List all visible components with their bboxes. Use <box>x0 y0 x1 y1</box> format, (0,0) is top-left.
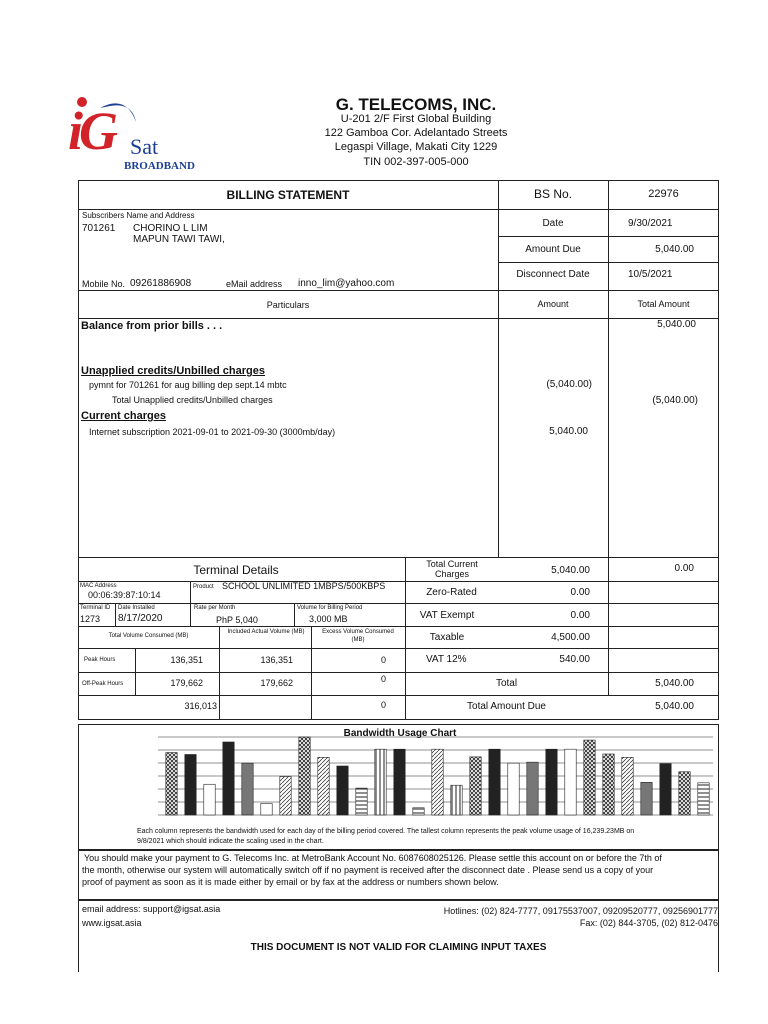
total-due-label: Total Amount Due <box>467 701 546 712</box>
prior-balance-label: Balance from prior bills . . . <box>81 320 223 332</box>
chart-bar <box>527 762 538 815</box>
disconnect-date: 10/5/2021 <box>628 269 673 280</box>
disconnect-label: Disconnect Date <box>516 269 590 280</box>
footer-fax: Fax: (02) 844-3705, (02) 812-0476 <box>579 918 718 928</box>
chart-bar <box>622 757 633 815</box>
installed-label: Date Installed <box>118 605 155 611</box>
vat-exempt: 0.00 <box>570 610 590 621</box>
zero-rated: 0.00 <box>570 587 590 598</box>
unapplied-line: pymnt for 701261 for aug billing dep sept.14 mbtc <box>89 380 287 390</box>
offpeak-total: 179,662 <box>170 678 203 688</box>
chart-bar <box>451 785 462 815</box>
billing-table <box>78 180 719 720</box>
excess-header: Excess Volume Consumed (MB) <box>322 629 394 643</box>
subscriber-label: Subscribers Name and Address <box>82 211 195 220</box>
bs-no-label: BS No. <box>533 187 572 201</box>
chart-bar <box>679 772 690 815</box>
offpeak-label: Off-Peak Hours <box>82 681 124 687</box>
current-line: Internet subscription 2021-09-01 to 2021-09-30 (3000mb/day) <box>89 427 336 437</box>
current-charges-total: 0.00 <box>674 563 694 574</box>
chart-bar <box>660 764 671 815</box>
company-name: G. TELECOMS, INC. <box>335 95 497 114</box>
date-label: Date <box>542 218 564 229</box>
terminal-id: 1273 <box>80 614 101 624</box>
subscriber-account: 701261 <box>82 223 116 234</box>
payment-line-1: You should make your payment to G. Telecoms Inc. at MetroBank Account No. 6087608025126. Please settle this account on or before the 7th of <box>84 853 662 863</box>
company-tin: TIN 002-397-005-000 <box>363 156 469 168</box>
company-address-3: Legaspi Village, Makati City 1229 <box>334 141 498 153</box>
peak-label: Peak Hours <box>84 657 116 663</box>
unapplied-total: (5,040.00) <box>652 395 698 406</box>
particulars-header: Particulars <box>266 300 310 310</box>
total-due: 5,040.00 <box>655 701 694 712</box>
bs-no: 22976 <box>648 188 679 200</box>
chart-bar <box>432 749 443 815</box>
chart-bar <box>185 754 196 815</box>
product-name: SCHOOL UNLIMITED 1MBPS/500KBPS <box>222 581 386 591</box>
total-amount-header: Total Amount <box>637 299 690 309</box>
chart-bar <box>546 749 557 815</box>
chart-title: Bandwidth Usage Chart <box>343 728 457 739</box>
rate-value: PhP 5,040 <box>216 615 258 625</box>
product-label: Product <box>193 584 214 590</box>
mac-label: MAC Address <box>80 583 117 589</box>
chart-bar <box>508 763 519 815</box>
chart-bar <box>413 808 424 815</box>
billing-volume: 3,000 MB <box>309 614 348 624</box>
amount-header: Amount <box>537 299 569 309</box>
vat-label: VAT 12% <box>426 654 467 665</box>
chart-bar <box>375 749 386 815</box>
chart-bar <box>242 763 253 815</box>
chart-bar <box>261 803 272 815</box>
vat: 540.00 <box>559 654 590 665</box>
mac-address: 00:06:39:87:10:14 <box>88 590 161 600</box>
vat-exempt-label: VAT Exempt <box>419 610 475 621</box>
chart-caption-1: Each column represents the bandwidth used for each day of the billing period covered. The tallest column represents the peak volume usage of 16,239.23MB on <box>137 828 635 835</box>
chart-bar <box>204 784 215 815</box>
zero-rated-label: Zero-Rated <box>426 587 477 598</box>
taxable-label: Taxable <box>429 632 465 643</box>
current-amount: 5,040.00 <box>549 426 588 437</box>
company-address-1: U-201 2/F First Global Building <box>340 113 492 125</box>
unapplied-total-label: Total Unapplied credits/Unbilled charges <box>112 395 273 405</box>
chart-bar <box>356 788 367 815</box>
total-label: Total <box>495 678 518 689</box>
logo-letters: iG <box>68 101 114 161</box>
footer-web: www.igsat.asia <box>82 918 142 928</box>
mobile-label: Mobile No. <box>82 279 126 289</box>
offpeak-included: 179,662 <box>260 678 293 688</box>
chart-bar <box>318 757 329 815</box>
chart-bar <box>299 737 310 815</box>
logo-sat: Sat <box>130 134 159 159</box>
unapplied-title: Unapplied credits/Unbilled charges <box>81 365 265 377</box>
chart-bar <box>337 766 348 815</box>
payment-line-3: proof of payment as soon as it is made either by email or by fax at the address or numbers shown below. <box>82 877 499 887</box>
chart-bar <box>280 777 291 815</box>
current-charges-label: Total Current Charges <box>426 559 478 579</box>
subscriber-name: CHORINO L LIM <box>133 223 208 234</box>
subscriber-email: inno_lim@yahoo.com <box>298 278 395 289</box>
consumed-header: Total Volume Consumed (MB) <box>108 633 189 639</box>
chart-bar <box>641 782 652 815</box>
sum-excess: 0 <box>380 700 386 710</box>
not-valid-notice: THIS DOCUMENT IS NOT VALID FOR CLAIMING INPUT TAXES <box>250 942 547 953</box>
current-charges: 5,040.00 <box>551 565 590 576</box>
mobile-number: 09261886908 <box>130 278 192 289</box>
company-address-2: 122 Gamboa Cor. Adelantado Streets <box>324 127 508 139</box>
sum-total: 316,013 <box>184 701 217 711</box>
chart-bar <box>603 754 614 815</box>
bandwidth-usage-chart <box>150 735 720 820</box>
chart-bar <box>223 742 234 815</box>
included-header: Included Actual Volume (MB) <box>227 629 305 635</box>
total: 5,040.00 <box>655 678 694 689</box>
chart-bar <box>584 740 595 815</box>
installed-date: 8/17/2020 <box>118 613 163 624</box>
rate-label: Rate per Month <box>194 605 236 611</box>
billing-volume-label: Volume for Billing Period <box>297 605 363 611</box>
company-logo <box>66 94 195 174</box>
footer-hotlines: Hotlines: (02) 824-7777, 09175537007, 09209520777, 09256901777 <box>443 906 718 916</box>
chart-bar <box>489 749 500 815</box>
unapplied-amount: (5,040.00) <box>546 379 592 390</box>
terminal-id-label: Terminal ID <box>80 605 111 611</box>
chart-caption-2: 9/8/2021 which should indicate the scaling used in the chart. <box>137 838 324 845</box>
chart-bar <box>394 749 405 815</box>
prior-balance-total: 5,040.00 <box>657 319 696 330</box>
peak-excess: 0 <box>380 655 386 665</box>
subscriber-address: MAPUN TAWI TAWI, <box>133 234 225 245</box>
peak-included: 136,351 <box>260 655 293 665</box>
payment-line-2: the month, otherwise our system will automatically switch off if no payment is received after the disconnect date . Please send us a copy of your <box>82 865 654 875</box>
email-label: eMail address <box>226 279 283 289</box>
offpeak-excess: 0 <box>380 674 386 684</box>
statement-title: BILLING STATEMENT <box>226 188 350 202</box>
logo-broadband: BROADBAND <box>124 160 195 172</box>
amount-due: 5,040.00 <box>655 244 694 255</box>
statement-date: 9/30/2021 <box>628 218 673 229</box>
taxable: 4,500.00 <box>551 632 590 643</box>
peak-total: 136,351 <box>170 655 203 665</box>
terminal-title: Terminal Details <box>193 563 279 577</box>
footer-email: email address: support@igsat.asia <box>82 904 221 914</box>
amount-due-label: Amount Due <box>525 244 581 255</box>
chart-bar <box>565 749 576 815</box>
chart-bar <box>166 753 177 815</box>
chart-bar <box>470 757 481 815</box>
current-title: Current charges <box>81 410 166 422</box>
chart-bar <box>698 783 709 815</box>
